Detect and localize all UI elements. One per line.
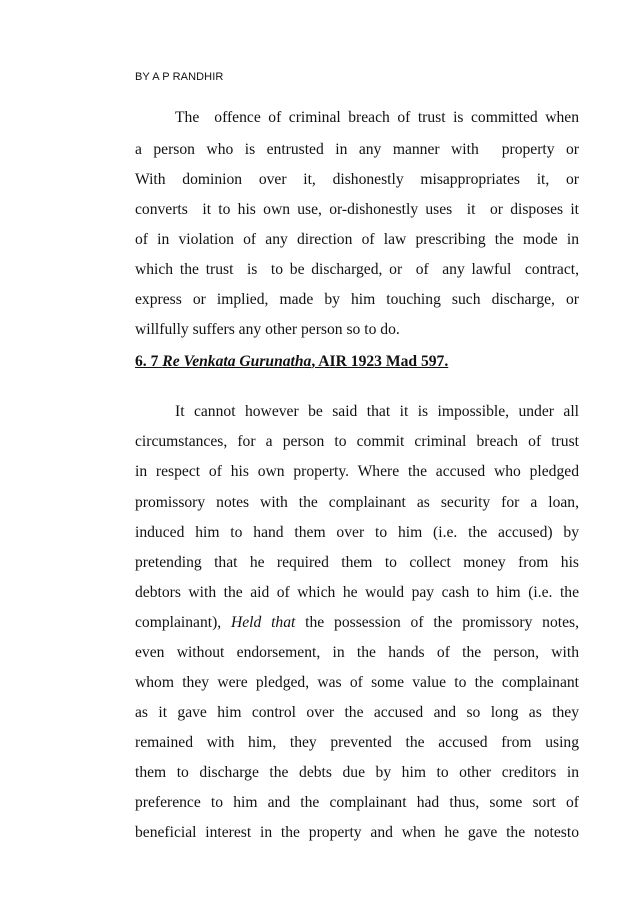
paragraph-line: as it gave him control over the accused and so long as they: [135, 704, 579, 721]
author-header: BY A P RANDHIR: [135, 71, 224, 83]
paragraph-line: them to discharge the debts due by him to other creditors in: [135, 764, 579, 781]
paragraph-line: even without endorsement, in the hands of the person, with: [135, 644, 579, 661]
paragraph-line: a person who is entrusted in any manner with property or: [135, 141, 579, 158]
paragraph-line: in respect of his own property. Where the accused who pledged: [135, 463, 579, 480]
paragraph-line: which the trust is to be discharged, or of any lawful contract,: [135, 261, 579, 278]
paragraph-line: induced him to hand them over to him (i.e. the accused) by: [135, 524, 579, 541]
held-line-suffix: the possession of the promissory notes,: [295, 614, 579, 631]
case-heading: [135, 352, 448, 372]
paragraph-line-held: [135, 613, 579, 633]
held-that-phrase: Held that: [230, 614, 296, 631]
paragraph-line: beneficial interest in the property and when he gave the notesto: [135, 824, 579, 841]
case-number: 6. 7: [135, 353, 159, 370]
paragraph-line: The offence of criminal breach of trust is committed when: [175, 109, 579, 126]
paragraph-line: of in violation of any direction of law prescribing the mode in: [135, 231, 579, 248]
paragraph-line: whom they were pledged, was of some value to the complainant: [135, 674, 579, 691]
paragraph-line: With dominion over it, dishonestly misappropriates it, or: [135, 171, 579, 188]
paragraph-line: promissory notes with the complainant as security for a loan,: [135, 494, 579, 511]
held-line-prefix: complainant),: [135, 614, 231, 631]
case-citation: , AIR 1923 Mad 597.: [311, 353, 449, 370]
paragraph-line: express or implied, made by him touching such discharge, or: [135, 291, 579, 308]
paragraph-line: pretending that he required them to collect money from his: [135, 554, 579, 571]
paragraph-line: It cannot however be said that it is impossible, under all: [175, 403, 579, 420]
paragraph-line: converts it to his own use, or-dishonestly uses it or disposes it: [135, 201, 579, 218]
paragraph-line: remained with him, they prevented the accused from using: [135, 734, 579, 751]
paragraph-line: debtors with the aid of which he would pay cash to him (i.e. the: [135, 584, 579, 601]
paragraph-line: willfully suffers any other person so to do.: [135, 321, 400, 338]
paragraph-line: circumstances, for a person to commit criminal breach of trust: [135, 433, 579, 450]
paragraph-line: preference to him and the complainant had thus, some sort of: [135, 794, 579, 811]
case-name: Re Venkata Gurunatha: [162, 353, 312, 370]
